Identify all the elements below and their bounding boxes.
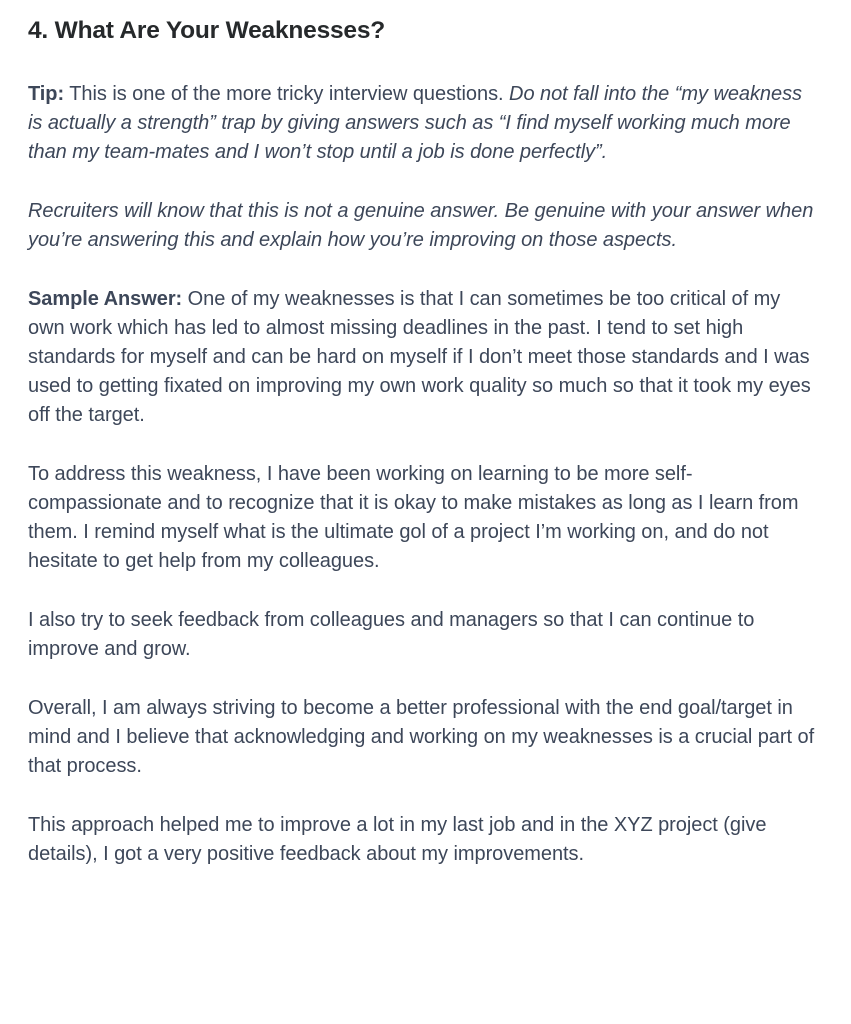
recruiters-italic-text: Recruiters will know that this is not a genuine answer. Be genuine with your answer when you’re answering this and explain how you’re improving on those aspects.: [28, 200, 814, 251]
approach-helped-text: This approach helped me to improve a lot in my last job and in the XYZ project (give details), I got a very positive feedback about my improvements.: [28, 814, 767, 865]
seek-feedback-text: I also try to seek feedback from colleagues and managers so that I can continue to improve and grow.: [28, 609, 755, 660]
tip-italic-text: Do not fall into the “my weakness is actually a strength” trap by giving answers such as “I find myself working much more than my team-mates and I won’t stop until a job is done perfectly”.: [28, 83, 802, 163]
paragraph-sample-answer: [28, 285, 821, 430]
tip-plain-text: This is one of the more tricky interview questions.: [64, 83, 510, 105]
paragraph-recruiters: [28, 197, 821, 255]
tip-label: Tip:: [28, 83, 65, 105]
paragraph-approach-helped: [28, 811, 821, 869]
overall-text: Overall, I am always striving to become a better professional with the end goal/target in mind and I believe that acknowledging and working on my weaknesses is a crucial part of that process.: [28, 697, 815, 777]
paragraph-address-weakness: [28, 460, 821, 576]
paragraph-overall: [28, 694, 821, 781]
sample-answer-text: One of my weaknesses is that I can sometimes be too critical of my own work which has led to almost missing deadlines in the past. I tend to set high standards for myself and can be hard on myself if I don’t meet those standards and I was used to getting fixated on improving my own work quality so much so that it took my eyes off the target.: [28, 288, 811, 426]
page-title: 4. What Are Your Weaknesses?: [28, 17, 386, 44]
paragraph-seek-feedback: [28, 606, 821, 664]
paragraph-tip: [28, 80, 821, 167]
address-weakness-text: To address this weakness, I have been working on learning to be more self-compassionate and to recognize that it is okay to make mistakes as long as I learn from them. I remind myself what is the ultimate gol of a project I’m working on, and do not hesitate to get help from my colleagues.: [28, 463, 799, 572]
sample-answer-label: Sample Answer:: [28, 288, 183, 310]
